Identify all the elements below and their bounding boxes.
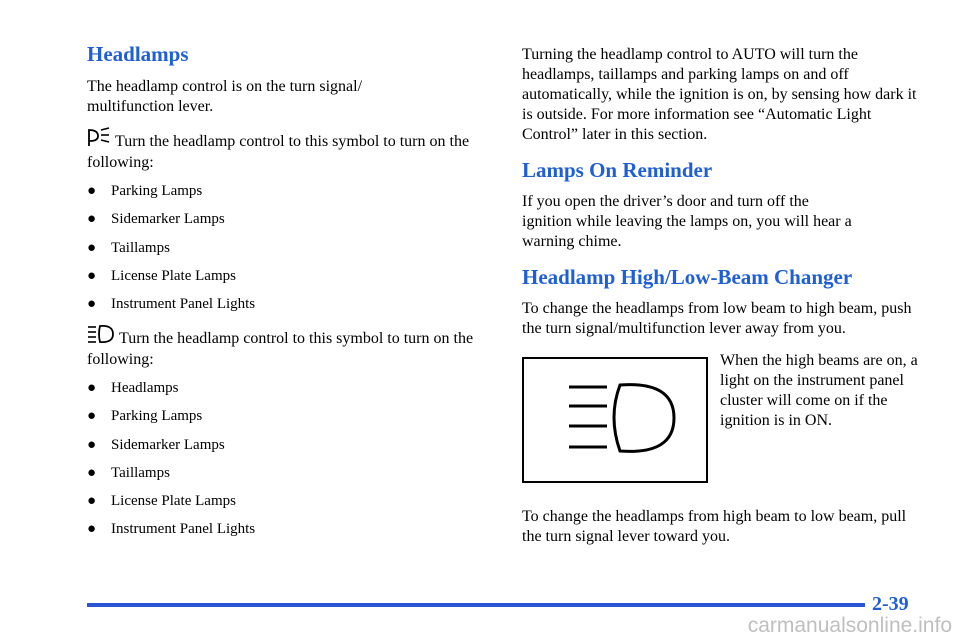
auto-paragraph: Turning the headlamp control to AUTO will turn the headlamps, taillamps and parking lamps on and off automatically, while the ignition is on, by sensing how dark it is outside. For more information see “Automatic Light Control” later in this section. (522, 46, 917, 143)
high-beam-figure-frame (522, 357, 708, 483)
headlamp-text: Turn the headlamp control to this symbol to turn on the following: (87, 329, 474, 368)
low-beam-paragraph: To change the headlamps from high beam to low beam, pull the turn signal lever toward you. (522, 508, 907, 545)
high-beam-indicator-icon (524, 359, 706, 481)
page-number: 2-39 (872, 593, 909, 615)
list-item: ● License Plate Lamps (87, 267, 236, 284)
footer-rule (87, 603, 865, 607)
high-low-beam-heading: Headlamp High/Low-Beam Changer (522, 265, 853, 289)
list-item: ● Parking Lamps (87, 408, 203, 425)
list-item: ● Instrument Panel Lights (87, 295, 256, 312)
parking-lamp-symbol-icon (87, 127, 111, 153)
reminder-paragraph: If you open the driver’s door and turn off the ignition while leaving the lamps on, you will hear a warning chime. (522, 193, 852, 250)
headlamps-heading: Headlamps (87, 42, 189, 66)
watermark: carmanualsonline.info (747, 614, 952, 637)
intro-paragraph: The headlamp control is on the turn signal/ multifunction lever. (87, 78, 363, 115)
left-column (87, 38, 492, 539)
list-item: ● Headlamps (87, 380, 179, 397)
list-item: ● Sidemarker Lamps (87, 211, 225, 228)
high-beam-figure (522, 351, 927, 481)
parking-paragraph (87, 127, 492, 173)
list-item: ● Parking Lamps (87, 183, 203, 200)
parking-list (87, 181, 492, 314)
changer-paragraph: To change the headlamps from low beam to high beam, push the turn signal/multifunction lever away from you. (522, 300, 912, 337)
right-column (522, 45, 927, 547)
list-item: ● Taillamps (87, 464, 170, 481)
headlamp-paragraph (87, 324, 492, 370)
lamps-on-reminder-heading: Lamps On Reminder (522, 158, 713, 182)
list-item: ● Sidemarker Lamps (87, 436, 225, 453)
list-item: ● License Plate Lamps (87, 492, 236, 509)
high-beam-paragraph: When the high beams are on, a light on the instrument panel cluster will come on if the ignition is in ON. (720, 352, 918, 429)
list-item: ● Taillamps (87, 239, 170, 256)
headlamp-list (87, 378, 492, 539)
parking-text: Turn the headlamp control to this symbol to turn on the following: (87, 133, 470, 171)
headlamp-symbol-icon (87, 324, 115, 350)
list-item: ● Instrument Panel Lights (87, 521, 256, 538)
